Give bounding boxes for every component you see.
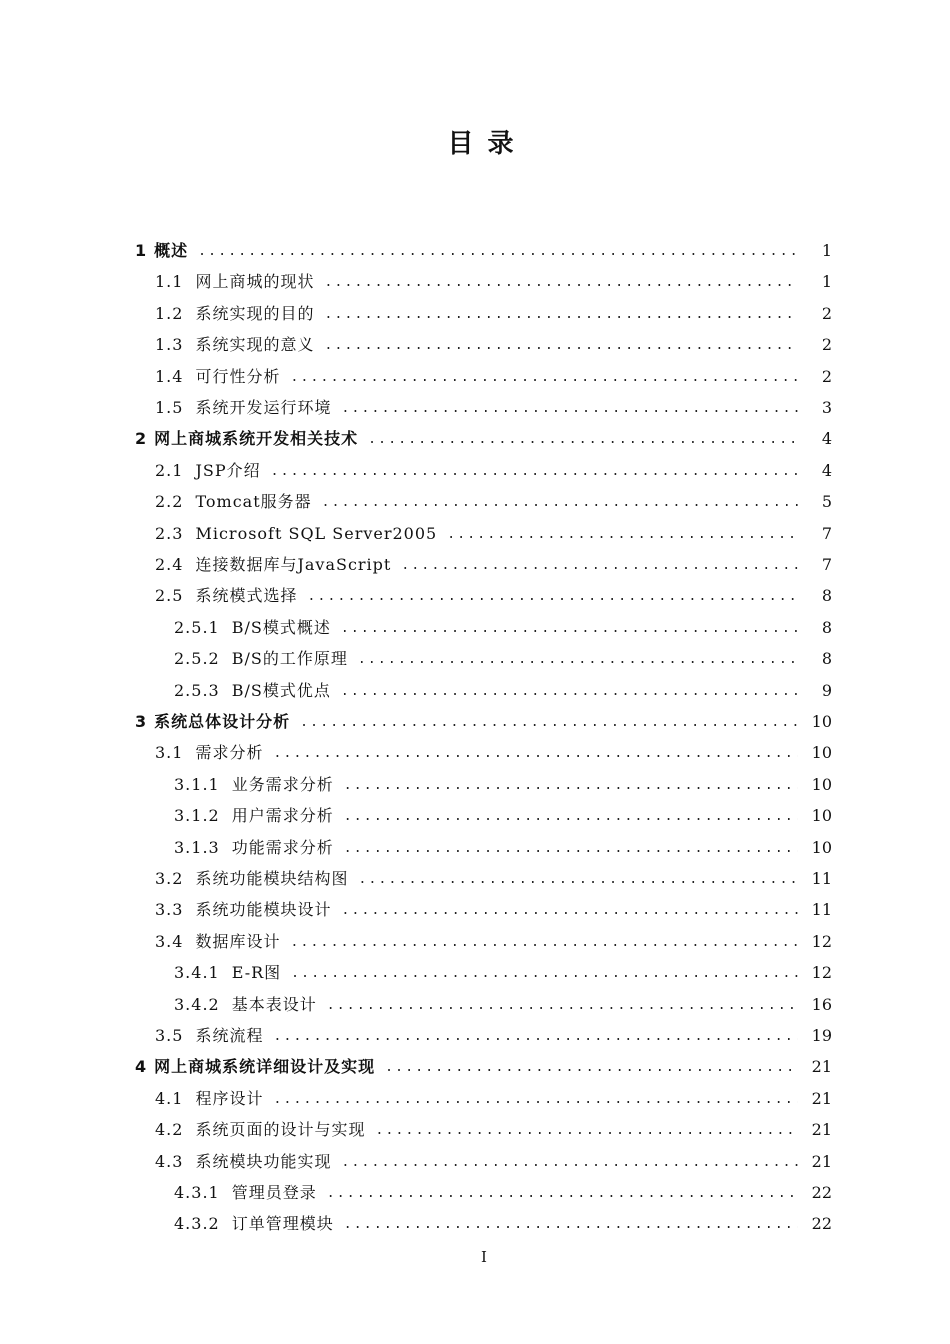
toc-entry-page: 9 [821, 681, 832, 700]
toc-dot-leader [273, 1083, 798, 1114]
toc-entry[interactable] [155, 580, 832, 611]
toc-entry-number: 1.1 [155, 272, 184, 291]
toc-entry[interactable] [155, 361, 832, 392]
toc-dot-leader [322, 486, 798, 517]
toc-entry-page: 1 [821, 272, 832, 291]
toc-entry-page: 8 [821, 618, 832, 637]
toc-entry-title: 系统页面的设计与实现 [195, 1120, 366, 1139]
toc-entry-page: 12 [811, 932, 832, 951]
page-number-footer: I [481, 1248, 487, 1266]
toc-dot-leader [324, 329, 798, 360]
toc-entry-page: 11 [811, 900, 832, 919]
toc-dot-leader [341, 1146, 798, 1177]
toc-dot-leader [368, 423, 798, 454]
toc-entry[interactable] [174, 612, 832, 643]
toc-entry[interactable] [155, 1020, 832, 1051]
toc-entry-title: 系统功能模块设计 [195, 900, 332, 919]
toc-entry-number: 2.2 [155, 492, 184, 511]
toc-entry-page: 16 [811, 995, 832, 1014]
toc-entry[interactable] [135, 423, 832, 454]
toc-entry[interactable] [155, 737, 832, 768]
toc-entry-title: 连接数据库与JavaScript [195, 555, 392, 574]
toc-entry-number: 2.5.2 [174, 649, 220, 668]
toc-entry-page: 4 [821, 429, 832, 448]
toc-dot-leader [273, 1020, 798, 1051]
toc-entry-title: 网上商城系统详细设计及实现 [154, 1057, 376, 1076]
toc-entry[interactable] [155, 1146, 832, 1177]
toc-entry-number: 2.5.1 [174, 618, 220, 637]
toc-dot-leader [290, 926, 798, 957]
toc-entry-number: 2.4 [155, 555, 184, 574]
toc-entry-title: 管理员登录 [231, 1183, 317, 1202]
toc-entry-number: 3.3 [155, 900, 184, 919]
toc-entry-number: 3.4.2 [174, 995, 220, 1014]
toc-dot-leader [324, 266, 798, 297]
toc-entry-number: 3.1.3 [174, 838, 220, 857]
toc-dot-leader [290, 361, 798, 392]
toc-entry[interactable] [155, 1114, 832, 1145]
toc-entry[interactable] [174, 832, 832, 863]
toc-entry[interactable] [155, 894, 832, 925]
toc-entry-number: 2 [135, 429, 147, 448]
toc-dot-leader [341, 392, 798, 423]
toc-entry-title: JSP介绍 [195, 461, 261, 480]
toc-entry-page: 21 [811, 1152, 832, 1171]
toc-entry-title: 系统实现的目的 [195, 304, 315, 323]
toc-entry-page: 19 [811, 1026, 832, 1045]
toc-entry-title: B/S的工作原理 [231, 649, 348, 668]
toc-entry-number: 1.4 [155, 367, 184, 386]
toc-dot-leader [341, 675, 798, 706]
toc-entry[interactable] [155, 863, 832, 894]
toc-entry[interactable] [155, 329, 832, 360]
toc-entry-number: 3.4.1 [174, 963, 220, 982]
toc-entry-number: 2.5 [155, 586, 184, 605]
toc-entry-number: 3.4 [155, 932, 184, 951]
toc-entry-page: 21 [811, 1057, 832, 1076]
toc-entry-number: 2.3 [155, 524, 184, 543]
toc-entry-number: 3.1 [155, 743, 184, 762]
toc-dot-leader [358, 643, 798, 674]
toc-entry[interactable] [135, 1051, 832, 1082]
toc-entry-page: 2 [821, 367, 832, 386]
toc-entry-number: 4.2 [155, 1120, 184, 1139]
toc-entry-number: 3.5 [155, 1026, 184, 1045]
toc-entry-number: 3.1.1 [174, 775, 220, 794]
toc-entry-title: 用户需求分析 [231, 806, 334, 825]
toc-entry-number: 4.3.1 [174, 1183, 220, 1202]
toc-entry-page: 8 [821, 586, 832, 605]
toc-entry-page: 10 [811, 838, 832, 857]
toc-entry-title: E-R图 [231, 963, 282, 982]
toc-entry-page: 10 [811, 806, 832, 825]
toc-entry-page: 22 [811, 1214, 832, 1233]
toc-entry-title: 网上商城系统开发相关技术 [154, 429, 359, 448]
toc-entry-number: 4.1 [155, 1089, 184, 1108]
toc-entry-number: 1 [135, 241, 147, 260]
toc-entry-number: 4 [135, 1057, 147, 1076]
toc-entry[interactable] [155, 486, 832, 517]
toc-entry-page: 11 [811, 869, 832, 888]
toc-entry[interactable] [155, 266, 832, 297]
toc-dot-leader [273, 737, 798, 768]
toc-entry[interactable] [155, 298, 832, 329]
toc-entry-page: 8 [821, 649, 832, 668]
toc-entry-page: 22 [811, 1183, 832, 1202]
toc-entry-title: 系统模式选择 [195, 586, 298, 605]
toc-dot-leader [385, 1051, 798, 1082]
toc-entry-number: 1.2 [155, 304, 184, 323]
toc-entry-title: 网上商城的现状 [195, 272, 315, 291]
toc-entry-number: 2.1 [155, 461, 184, 480]
toc-entry-page: 7 [821, 555, 832, 574]
toc-dot-leader [358, 863, 798, 894]
toc-entry-title: 需求分析 [195, 743, 264, 762]
toc-entry-number: 4.3 [155, 1152, 184, 1171]
toc-entry-page: 7 [821, 524, 832, 543]
toc-entry[interactable] [174, 957, 832, 988]
toc-entry-number: 3.1.2 [174, 806, 220, 825]
toc-entry-page: 21 [811, 1120, 832, 1139]
toc-entry-title: 订单管理模块 [231, 1214, 334, 1233]
toc-entry-page: 21 [811, 1089, 832, 1108]
toc-entry[interactable] [174, 675, 832, 706]
toc-entry-title: 系统模块功能实现 [195, 1152, 332, 1171]
toc-dot-leader [344, 769, 798, 800]
toc-entry-title: 数据库设计 [195, 932, 281, 951]
toc-entry[interactable] [174, 643, 832, 674]
toc-entry-page: 4 [821, 461, 832, 480]
toc-entry-page: 3 [821, 398, 832, 417]
toc-dot-leader [341, 894, 798, 925]
toc-dot-leader [327, 1177, 798, 1208]
toc-dot-leader [344, 800, 798, 831]
toc-entry[interactable] [155, 392, 832, 423]
toc-dot-leader [327, 989, 798, 1020]
toc-entry-number: 1.5 [155, 398, 184, 417]
toc-entry-title: 业务需求分析 [231, 775, 334, 794]
toc-entry[interactable] [174, 1177, 832, 1208]
toc-dot-leader [344, 1208, 798, 1239]
toc-entry[interactable] [174, 989, 832, 1020]
toc-entry-number: 2.5.3 [174, 681, 220, 700]
toc-entry[interactable] [135, 235, 832, 266]
toc-dot-leader [341, 612, 798, 643]
toc-dot-leader [291, 957, 798, 988]
toc-entry-title: B/S模式优点 [231, 681, 331, 700]
toc-entry[interactable] [174, 769, 832, 800]
toc-dot-leader [271, 455, 798, 486]
toc-entry-title: 系统功能模块结构图 [195, 869, 349, 888]
toc-dot-leader [401, 549, 798, 580]
toc-dot-leader [375, 1114, 798, 1145]
toc-entry-number: 4.3.2 [174, 1214, 220, 1233]
toc-entry-page: 12 [811, 963, 832, 982]
toc-dot-leader [198, 235, 798, 266]
toc-entry-number: 1.3 [155, 335, 184, 354]
toc-dot-leader [447, 518, 798, 549]
toc-entry[interactable] [155, 926, 832, 957]
toc-entry-number: 3 [135, 712, 147, 731]
toc-entry-title: 程序设计 [195, 1089, 264, 1108]
toc-entry-title: 系统开发运行环境 [195, 398, 332, 417]
toc-entry-page: 2 [821, 304, 832, 323]
toc-entry-title: 基本表设计 [231, 995, 317, 1014]
toc-entry-page: 10 [811, 743, 832, 762]
toc-dot-leader [344, 832, 798, 863]
toc-entry-title: 系统实现的意义 [195, 335, 315, 354]
toc-entry-title: 可行性分析 [195, 367, 281, 386]
toc-entry-title: 概述 [154, 241, 189, 260]
toc-entry-title: Tomcat服务器 [195, 492, 312, 511]
toc-dot-leader [324, 298, 798, 329]
toc-dot-leader [307, 580, 798, 611]
toc-entry[interactable] [174, 800, 832, 831]
toc-entry-page: 10 [811, 775, 832, 794]
toc-entry[interactable] [155, 518, 832, 549]
toc-entry[interactable] [155, 549, 832, 580]
toc-entry[interactable] [174, 1208, 832, 1239]
toc-entry-page: 5 [821, 492, 832, 511]
toc-entry-number: 3.2 [155, 869, 184, 888]
toc-entry-title: B/S模式概述 [231, 618, 331, 637]
toc-entry-page: 2 [821, 335, 832, 354]
toc-entry-title: 系统总体设计分析 [154, 712, 291, 731]
toc-entry-page: 10 [811, 712, 832, 731]
toc-entry-title: Microsoft SQL Server2005 [195, 524, 438, 543]
toc-entry-page: 1 [821, 241, 832, 260]
toc-entry-title: 系统流程 [195, 1026, 264, 1045]
toc-entry[interactable] [155, 455, 832, 486]
page-title: 目录 [447, 129, 528, 159]
toc-entry[interactable] [155, 1083, 832, 1114]
toc-entry[interactable] [135, 706, 832, 737]
toc-dot-leader [300, 706, 798, 737]
toc-entry-title: 功能需求分析 [231, 838, 334, 857]
